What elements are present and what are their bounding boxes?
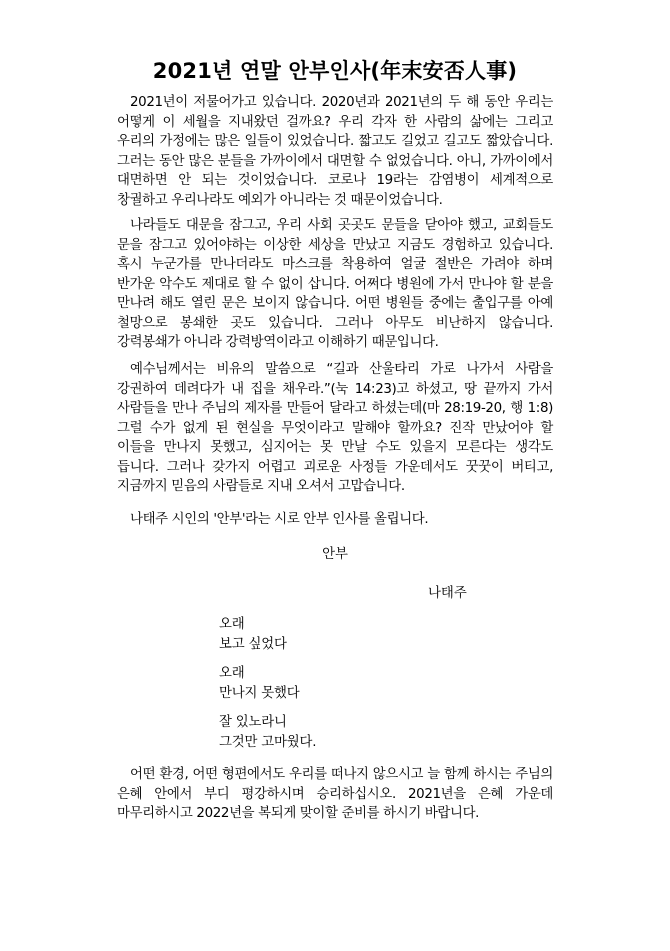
poem-line: 오래 — [219, 666, 245, 681]
poem-title: 안부 — [322, 547, 348, 562]
poem-stanza-2 — [219, 664, 299, 703]
closing-paragraph: 어떤 환경, 어떤 형편에서도 우리를 떠나지 않으시고 늘 함께 하시는 주님의 은혜 안에서 부디 평강하시며 승리하십시오. 2021년을 은혜 가운데 마무리하시고 2022년을 복되게 맞이할 준비를 하시기 바랍니다. — [117, 767, 553, 821]
poem-stanza-3 — [219, 713, 316, 752]
paragraph-4: 나태주 시인의 '안부'라는 시로 안부 인사를 올립니다. — [130, 512, 429, 527]
paragraph-1: 2021년이 저물어가고 있습니다. 2020년과 2021년의 두 해 동안 우리는 어떻게 이 세월을 지내왔던 걸까요? 우리 각자 한 사람의 삶에는 그리고 우리의 가정에는 많은 일들이 있었습니다. 짧고도 길었고 길고도 짧았습니다. 그러는 동안 많은 분들을 가까이에서 대면할 수 없었습니다. 아니, 가까이에서 대면하면 안 되는 것이었습니다. 코로나 19라는 감염병이 세계적으로 창궐하고 우리나라도 예외가 아니라는 것 때문이었습니다. — [117, 95, 553, 208]
document-title: 2021년 연말 안부인사(年末安否人事) — [152, 59, 518, 83]
paragraph-3: 예수님께서는 비유의 말씀으로 “길과 산울타리 가로 나가서 사람을 강권하여 데려다가 내 집을 채우라.”(눅 14:23)고 하셨고, 땅 끝까지 가서 사람들을 만나 주님의 제자를 만들어 달라고 하셨는데(마 28:19-20, 행 1:8) 그럴 수가 없게 된 현실을 무엇이라고 말해야 할까요? 진작 만났어야 할 이들을 만나지 못했고, 심지어는 못 만날 수도 있을지 모른다는 생각도 듭니다. 그러나 갖가지 어렵고 괴로운 사정들 가운데서도 꿋꿋이 버티고, 지금까지 믿음의 사람들로 지내 오셔서 고맙습니다. — [117, 362, 553, 494]
poem-stanza-1 — [219, 615, 287, 654]
paragraph-2: 나라들도 대문을 잠그고, 우리 사회 곳곳도 문들을 닫아야 했고, 교회들도 문을 잠그고 있어야하는 이상한 세상을 만났고 지금도 경험하고 있습니다. 혹시 누군가를 만나더라도 마스크를 착용하여 얼굴 절반은 가려야 하며 반가운 악수도 제대로 할 수 없이 삽니다. 어쩌다 병원에 가서 만나야 할 분을 만나려 해도 열린 문은 보이지 않습니다. 어떤 병원들 중에는 출입구를 아예 철망으로 봉쇄한 곳도 있습니다. 그러나 아무도 비난하지 않습니다. 강력봉쇄가 아니라 강력방역이라고 이해하기 때문입니다. — [117, 218, 553, 350]
poem-line: 오래 — [219, 617, 245, 632]
poem-line: 그것만 고마웠다. — [219, 734, 317, 750]
poem-line: 잘 있노라니 — [219, 715, 287, 730]
poem-line: 보고 싶었다 — [219, 636, 287, 652]
poem-line: 만나지 못했다 — [219, 685, 300, 701]
poem-author: 나태주 — [428, 586, 467, 601]
